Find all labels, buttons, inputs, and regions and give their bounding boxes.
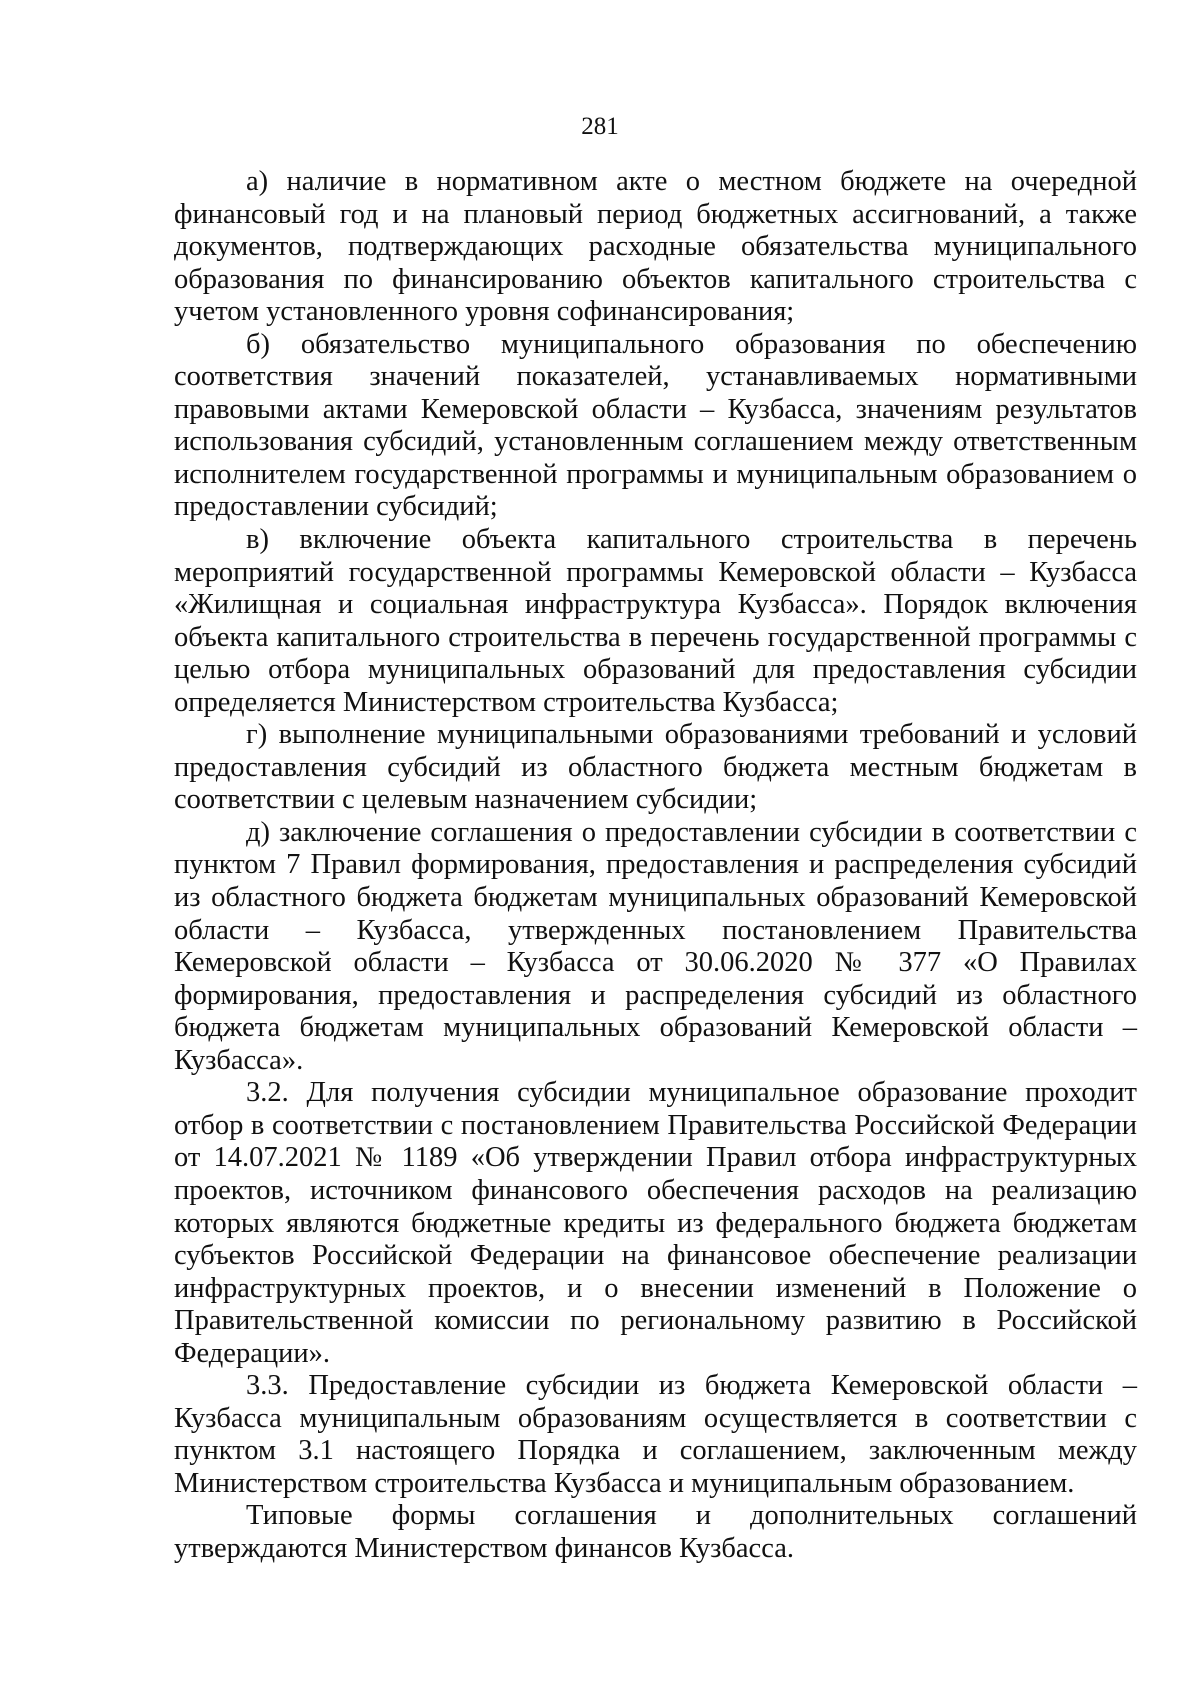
paragraph-section-3-3: 3.3. Предоставление субсидии из бюджета Кемеровской области – Кузбасса муниципальным образованиям осуществляется в соответствии с пунктом 3.1 настоящего Порядка и соглашением, заключенным между Министерством строительства Кузбасса и муниципальным образованием. (174, 1370, 1137, 1499)
document-body (174, 166, 1137, 1566)
paragraph-item-d: д) заключение соглашения о предоставлении субсидии в соответствии с пунктом 7 Правил формирования, предоставления и распределения субсидий из областного бюджета бюджетам муниципальных образований Кемеровской области – Кузбасса, утвержденных постановлением Правительства Кемеровской области – Кузбасса от 30.06.2020 № 377 «О Правилах формирования, предоставления и распределения субсидий из областного бюджета бюджетам муниципальных образований Кемеровской области – Кузбасса». (174, 816, 1137, 1076)
paragraph-item-g: г) выполнение муниципальными образованиями требований и условий предоставления субсидий из областного бюджета местным бюджетам в соответствии с целевым назначением субсидии; (174, 719, 1137, 816)
page-number: 281 (581, 113, 619, 140)
paragraph-item-v: в) включение объекта капитального строительства в перечень мероприятий государственной программы Кемеровской области – Кузбасса «Жилищная и социальная инфраструктура Кузбасса». Порядок включения объекта капитального строительства в перечень государственной программы с целью отбора муниципальных образований для предоставления субсидии определяется Министерством строительства Кузбасса; (174, 524, 1137, 718)
paragraph-item-a: а) наличие в нормативном акте о местном бюджете на очередной финансовый год и на плановый период бюджетных ассигнований, а также документов, подтверждающих расходные обязательства муниципального образования по финансированию объектов капитального строительства с учетом установленного уровня софинансирования; (174, 166, 1137, 328)
paragraph-standard-forms: Типовые формы соглашения и дополнительных соглашений утверждаются Министерством финансов Кузбасса. (174, 1500, 1137, 1564)
paragraph-section-3-2: 3.2. Для получения субсидии муниципальное образование проходит отбор в соответствии с постановлением Правительства Российской Федерации от 14.07.2021 № 1189 «Об утверждении Правил отбора инфраструктурных проектов, источником финансового обеспечения расходов на реализацию которых являются бюджетные кредиты из федерального бюджета бюджетам субъектов Российской Федерации на финансовое обеспечение реализации инфраструктурных проектов, и о внесении изменений в Положение о Правительственной комиссии по региональному развитию в Российской Федерации». (174, 1077, 1137, 1369)
paragraph-item-b: б) обязательство муниципального образования по обеспечению соответствия значений показателей, устанавливаемых нормативными правовыми актами Кемеровской области – Кузбасса, значениям результатов использования субсидий, установленным соглашением между ответственным исполнителем государственной программы и муниципальным образованием о предоставлении субсидий; (174, 328, 1137, 523)
